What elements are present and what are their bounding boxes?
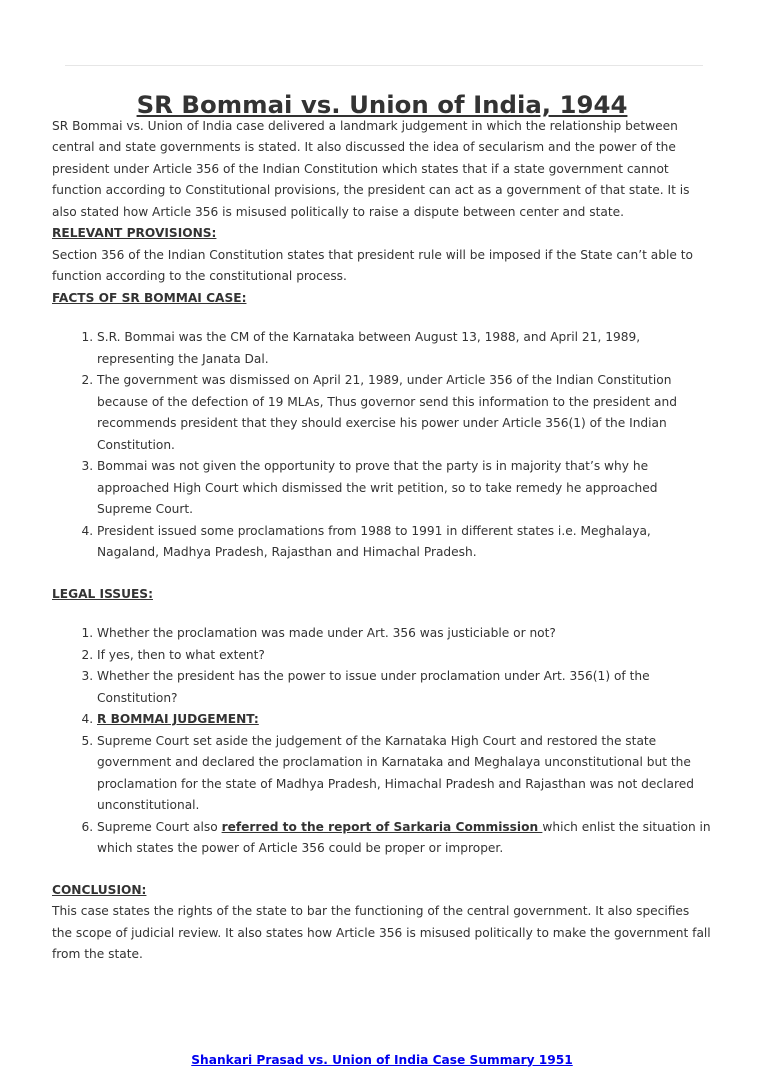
- list-item: 1. S.R. Bommai was the CM of the Karnataka between August 13, 1988, and April 21, 1989, representing the Janata Dal.: [97, 327, 712, 370]
- list-item: 5. Supreme Court set aside the judgement of the Karnataka High Court and restored the state government and declared the proclamation in Karnataka and Meghalaya unconstitutional but the proclamation for the state of Madhya Pradesh, Himachal Pradesh and Rajasthan was not declared unconstitutional.: [97, 731, 712, 817]
- document-body: [52, 94, 712, 1071]
- conclusion-text: This case states the rights of the state to bar the functioning of the central government. It also specifies the scope of judicial review. It also states how Article 356 is misused politically to make the government fall from the state.: [52, 901, 712, 966]
- list-item: [97, 817, 712, 860]
- list-item: 1. Whether the proclamation was made under Art. 356 was justiciable or not?: [97, 623, 712, 645]
- top-divider: [65, 65, 703, 66]
- related-case-link[interactable]: Shankari Prasad vs. Union of India Case Summary 1951: [52, 1050, 712, 1071]
- facts-list: [52, 327, 712, 564]
- list-item: 4. President issued some proclamations from 1988 to 1991 in different states i.e. Meghalaya, Nagaland, Madhya Pradesh, Rajasthan and Himachal Pradesh.: [97, 521, 712, 564]
- page-title: SR Bommai vs. Union of India, 1944: [52, 94, 712, 116]
- item-text: Supreme Court also: [97, 820, 222, 834]
- list-item: 2. The government was dismissed on April 21, 1989, under Article 356 of the Indian Constitution because of the defection of 19 MLAs, Thus governor send this information to the president and recommends president that they should exercise his power under Article 356(1) of the Indian Constitution.: [97, 370, 712, 456]
- legal-issues-heading: LEGAL ISSUES:: [52, 584, 712, 606]
- list-item: [97, 709, 712, 731]
- intro-paragraph: SR Bommai vs. Union of India case delivered a landmark judgement in which the relationship between central and state governments is stated. It also discussed the idea of secularism and the power of the president under Article 356 of the Indian Constitution which states that if a state government cannot function according to Constitutional provisions, the president can act as a government of that state. It is also stated how Article 356 is misused politically to raise a dispute between center and state.: [52, 116, 712, 224]
- judgement-subheading: R BOMMAI JUDGEMENT:: [97, 712, 259, 726]
- facts-heading: FACTS OF SR BOMMAI CASE:: [52, 288, 712, 310]
- conclusion-heading: CONCLUSION:: [52, 880, 712, 902]
- sarkaria-commission-link[interactable]: referred to the report of Sarkaria Commission: [222, 820, 543, 834]
- list-item: 3. Whether the president has the power to issue under proclamation under Art. 356(1) of the Constitution?: [97, 666, 712, 709]
- list-item: 3. Bommai was not given the opportunity to prove that the party is in majority that’s why he approached High Court which dismissed the writ petition, so to take remedy he approached Supreme Court.: [97, 456, 712, 521]
- list-item: 2. If yes, then to what extent?: [97, 645, 712, 667]
- relevant-provisions-heading: RELEVANT PROVISIONS:: [52, 223, 712, 245]
- legal-issues-list: [52, 623, 712, 860]
- relevant-provisions-text: Section 356 of the Indian Constitution states that president rule will be imposed if the State can’t able to function according to the constitutional process.: [52, 245, 712, 288]
- item-text: which enlist the situation in which states the power of Article 356 could be proper or improper.: [97, 820, 711, 856]
